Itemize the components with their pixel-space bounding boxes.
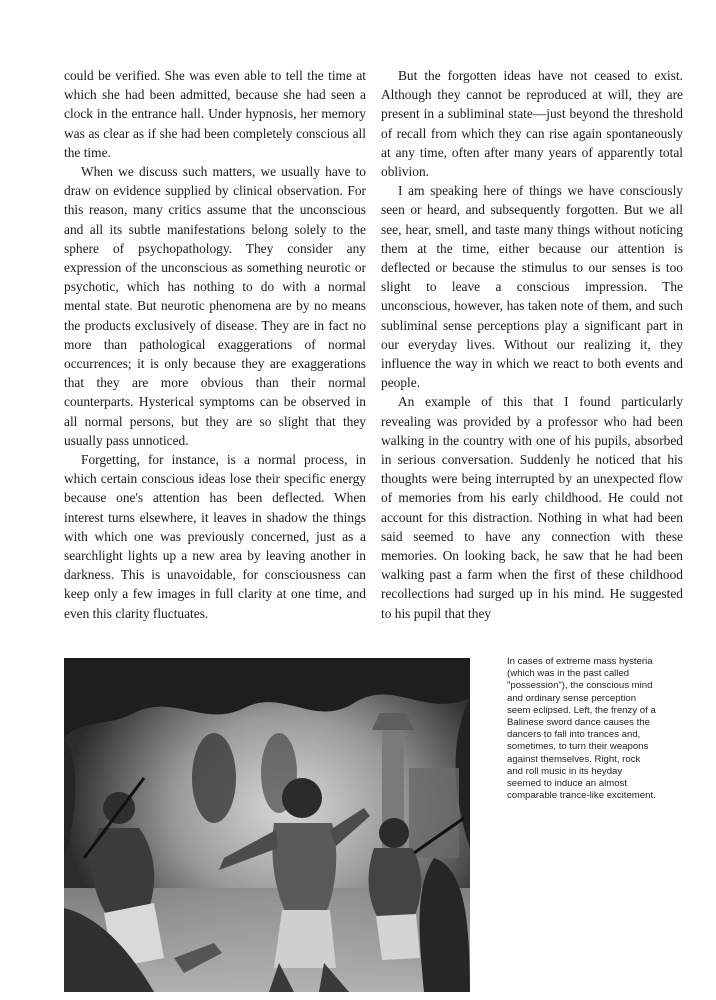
paragraph: Forgetting, for instance, is a normal process, in which certain conscious ideas lose their specific energy because one's attention has been deflected. When interest turns elsewhere, it leaves in shadow the things with which one was previously concerned, just as a searchlight lights up a new area by leaving another in darkness. This is unavoidable, for consciousness can keep only a few images in full clarity at one time, and even this clarity fluctuates. — [64, 452, 366, 621]
left-text-column — [64, 66, 366, 623]
paragraph: When we discuss such matters, we usually have to draw on evidence supplied by clinical observation. For this reason, many critics assume that the unconscious and all its subtle manifestations belong solely to the sphere of psychopathology. They consider any expression of the unconscious as something neurotic or psychotic, which has nothing to do with a normal mental state. But neurotic phenomena are by no means the products exclusively of disease. They are in fact no more than pathological exaggerations of normal occurrences; it is only because they are exaggerations that they are more obvious than their normal counterparts. Hysterical symptoms can be observed in all normal persons, but they are so slight that they usually pass unnoticed. — [64, 164, 366, 448]
photo-image — [64, 658, 470, 992]
photo-caption: In cases of extreme mass hysteria (which was in the past called "possession"), the conscious mind and ordinary sense perception seem eclipsed. Left, the frenzy of a Balinese sword dance causes the dancers to fall into trances and, sometimes, to turn their weapons against themselves. Right, rock and roll music in its heyday seemed to induce an almost comparable trance-like excitement. — [507, 656, 656, 802]
paragraph: could be verified. She was even able to tell the time at which she had been admitted, because she had seen a clock in the entrance hall. Under hypnosis, her memory was as clear as if she had been completely conscious all the time. — [64, 68, 366, 160]
paragraph: An example of this that I found particularly revealing was provided by a professor who had been walking in the country with one of his pupils, absorbed in serious conversation. Suddenly he noticed that his thoughts were being interrupted by an unexpected flow of memories from his early childhood. He could not account for this distraction. Nothing in what had been said seemed to have any connection with these memories. On looking back, he saw that he had been walking past a farm when the first of these childhood recollections had surged up in his mind. He suggested to his pupil that they — [381, 394, 683, 621]
right-text-column — [381, 66, 683, 623]
paragraph: I am speaking here of things we have consciously seen or heard, and subsequently forgotten. But we all see, hear, smell, and taste many things without noticing them at the time, either because our attention is deflected or because the stimulus to our senses is too slight to leave a conscious impression. The unconscious, however, has taken note of them, and such subliminal sense perceptions play a significant part in our everyday lives. Without our realizing it, they influence the way in which we react to both events and people. — [381, 183, 683, 391]
paragraph: But the forgotten ideas have not ceased to exist. Although they cannot be reproduced at will, they are present in a subliminal state—just beyond the threshold of recall from which they can rise again spontaneously at any time, often after many years of apparently total oblivion. — [381, 68, 683, 180]
balinese-sword-dance-photo — [64, 658, 470, 992]
